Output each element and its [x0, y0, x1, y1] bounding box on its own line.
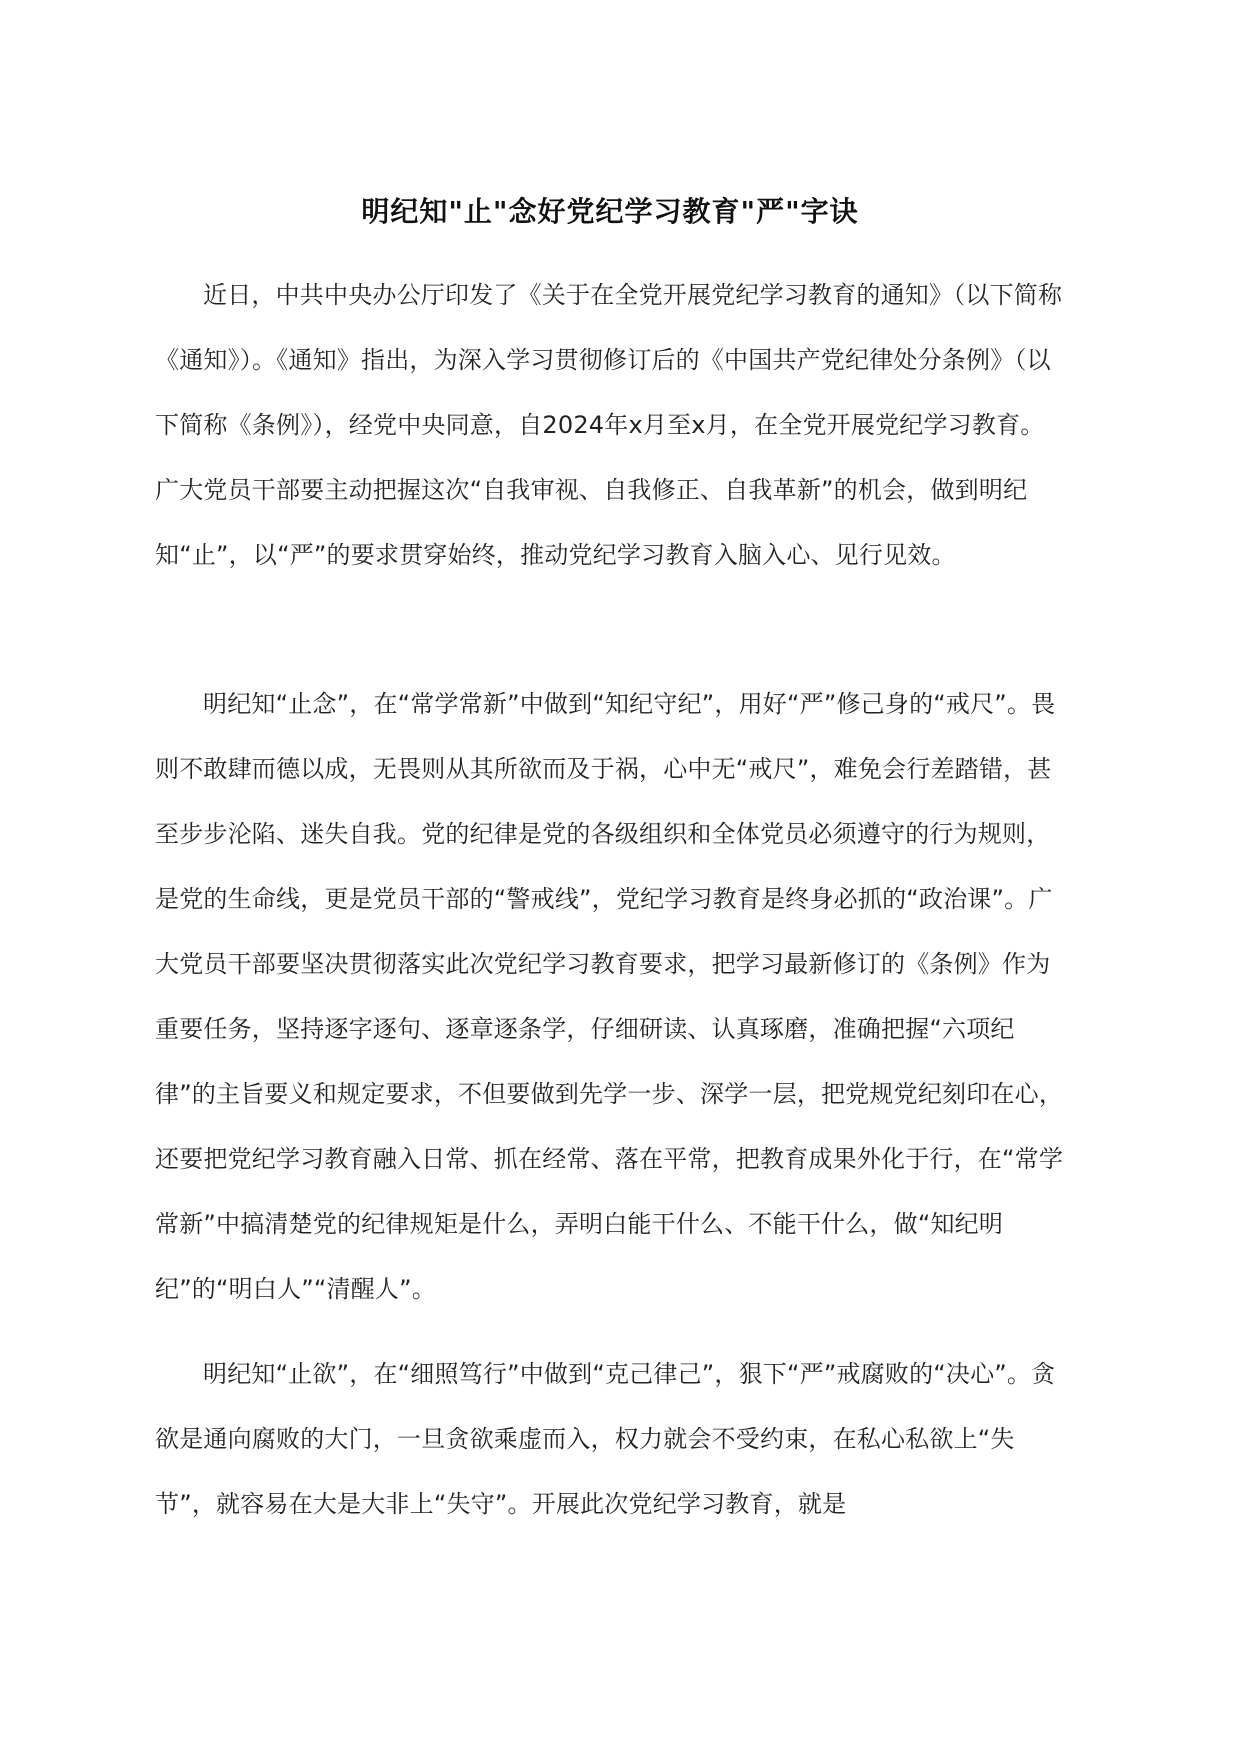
- document-title: 明纪知"止"念好党纪学习教育"严"字诀: [361, 195, 859, 228]
- paragraph-intro: 近日，中共中央办公厅印发了《关于在全党开展党纪学习教育的通知》（以下简称《通知》）。《通知》指出，为深入学习贯彻修订后的《中国共产党纪律处分条例》（以下简称《条例》），经党中央同意，自2024年x月至x月，在全党开展党纪学习教育。广大党员干部要主动把握这次“自我审视、自我修正、自我革新”的机会，做到明纪知“止”，以“严”的要求贯穿始终，推动党纪学习教育入脑入心、见行见效。: [155, 281, 1063, 569]
- paragraph-zhinian: 明纪知“止念”，在“常学常新”中做到“知纪守纪”，用好“严”修己身的“戒尺”。畏则不敢肆而德以成，无畏则从其所欲而及于祸，心中无“戒尺”，难免会行差踏错，甚至步步沦陷、迷失自我。党的纪律是党的各级组织和全体党员必须遵守的行为规则，是党的生命线，更是党员干部的“警戒线”，党纪学习教育是终身必抓的“政治课”。广大党员干部要坚决贯彻落实此次党纪学习教育要求，把学习最新修订的《条例》作为重要任务，坚持逐字逐句、逐章逐条学，仔细研读、认真琢磨，准确把握“六项纪律”的主旨要义和规定要求，不但要做到先学一步、深学一层，把党规党纪刻印在心，还要把党纪学习教育融入日常、抓在经常、落在平常，把教育成果外化于行，在“常学常新”中搞清楚党的纪律规矩是什么，弄明白能干什么、不能干什么，做“知纪明纪”的“明白人”“清醒人”。: [155, 690, 1064, 1303]
- paragraph-zhiyu: 明纪知“止欲”，在“细照笃行”中做到“克己律己”，狠下“严”戒腐败的“决心”。贪欲是通向腐败的大门，一旦贪欲乘虚而入，权力就会不受约束，在私心私欲上“失节”，就容易在大是大非上“失守”。开展此次党纪学习教育，就是: [155, 1360, 1056, 1518]
